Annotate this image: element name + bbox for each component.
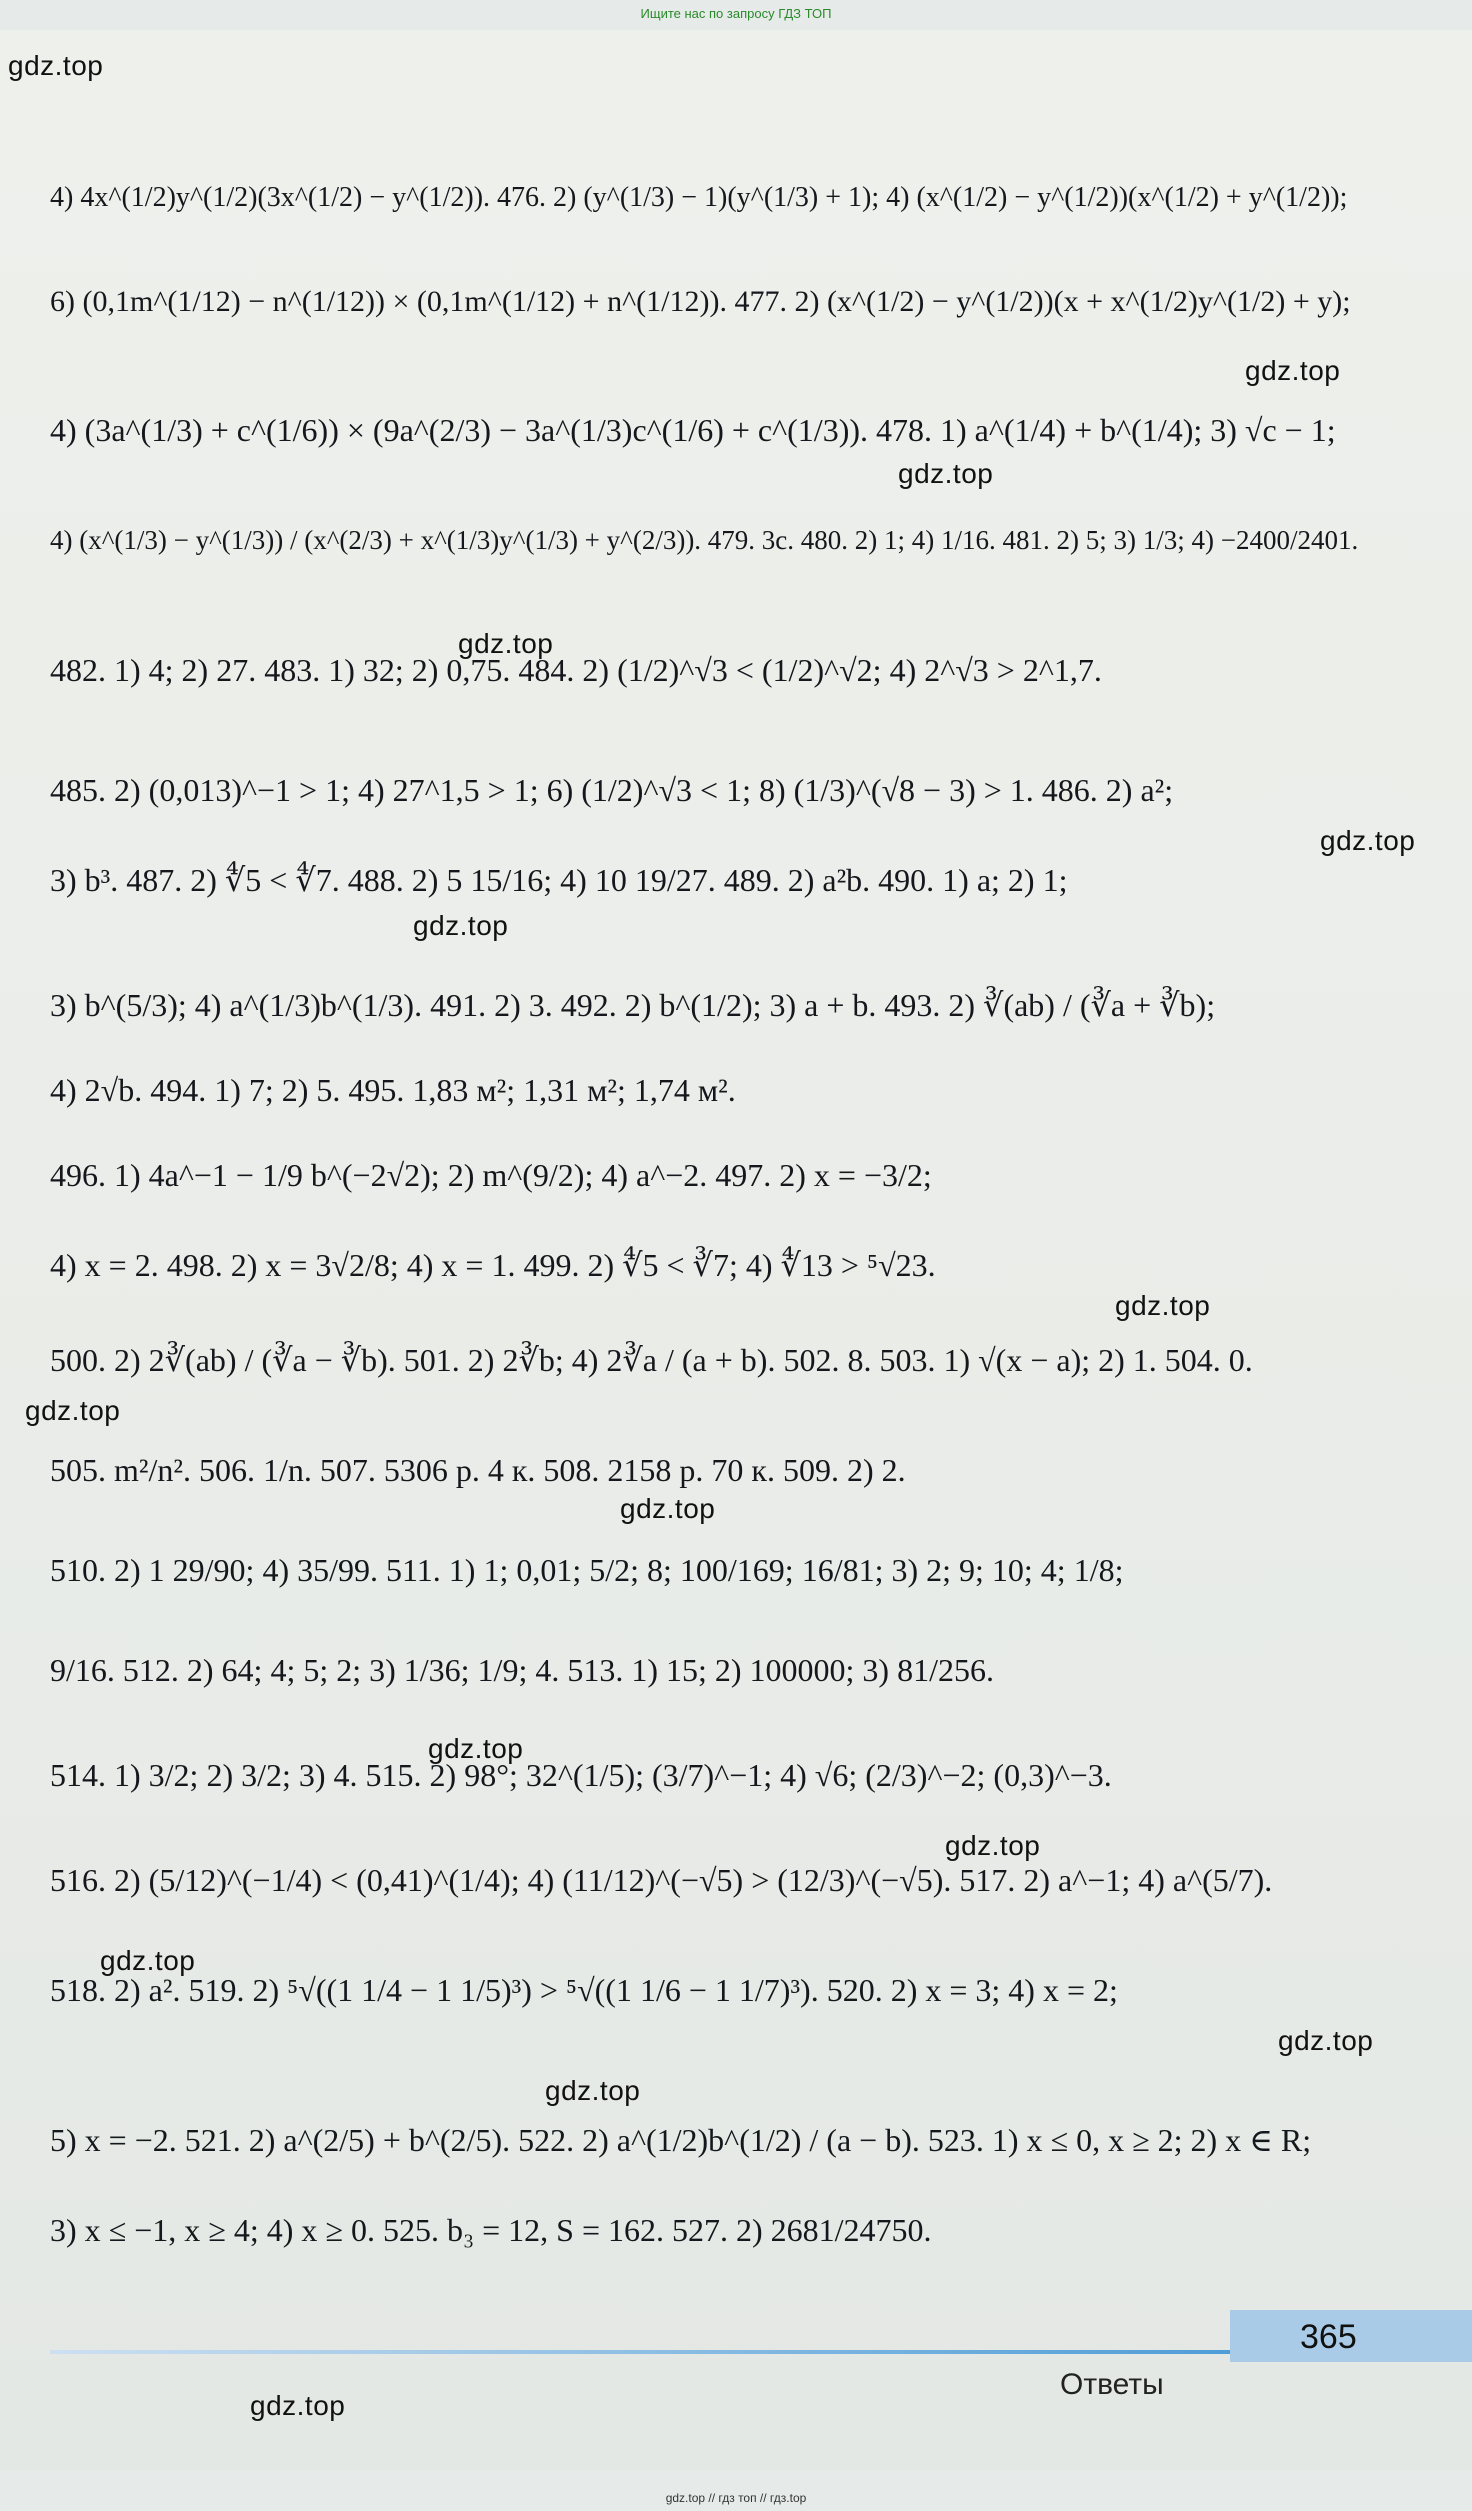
page-number: 365 [1300, 2318, 1357, 2356]
section-title: Ответы [1060, 2368, 1164, 2401]
answer-line: 496. 1) 4a^−1 − 1/9 b^(−2√2); 2) m^(9/2); 4) a^−2. 497. 2) x = −3/2; [50, 1157, 932, 1193]
answer-line: 6) (0,1m^(1/12) − n^(1/12)) × (0,1m^(1/12) + n^(1/12)). 477. 2) (x^(1/2) − y^(1/2))(x + x^(1/2)y^(1/2) + y); [50, 285, 1351, 318]
watermark: gdz.top [945, 1830, 1041, 1861]
watermark: gdz.top [100, 1945, 196, 1976]
watermark: gdz.top [1320, 825, 1416, 856]
answer-line: 485. 2) (0,013)^−1 > 1; 4) 27^1,5 > 1; 6) (1/2)^√3 < 1; 8) (1/3)^(√8 − 3) > 1. 486. 2) a²; [50, 772, 1174, 808]
watermark: gdz.top [620, 1493, 716, 1524]
answer-line: 518. 2) a². 519. 2) ⁵√((1 1/4 − 1 1/5)³) > ⁵√((1 1/6 − 1 1/7)³). 520. 2) x = 3; 4) x = 2; [50, 1972, 1118, 2008]
answer-line: 3) b^(5/3); 4) a^(1/3)b^(1/3). 491. 2) 3. 492. 2) b^(1/2); 3) a + b. 493. 2) ∛(ab) / (∛a + ∛b); [50, 987, 1216, 1023]
answer-line: 482. 1) 4; 2) 27. 483. 1) 32; 2) 0,75. 484. 2) (1/2)^√3 < (1/2)^√2; 4) 2^√3 > 2^1,7. [50, 652, 1102, 688]
watermark: gdz.top [1278, 2025, 1374, 2056]
answer-line: 5) x = −2. 521. 2) a^(2/5) + b^(2/5). 522. 2) a^(1/2)b^(1/2) / (a − b). 523. 1) x ≤ 0, x ≥ 2; 2) x ∈ R; [50, 2122, 1312, 2158]
answer-line: 514. 1) 3/2; 2) 3/2; 3) 4. 515. 2) 98°; 32^(1/5); (3/7)^−1; 4) √6; (2/3)^−2; (0,3)^−3. [50, 1757, 1112, 1793]
watermark: gdz.top [545, 2075, 641, 2106]
watermark: gdz.top [250, 2390, 346, 2421]
answer-line: 510. 2) 1 29/90; 4) 35/99. 511. 1) 1; 0,01; 5/2; 8; 100/169; 16/81; 3) 2; 9; 10; 4; 1/8; [50, 1552, 1124, 1588]
answer-line: 516. 2) (5/12)^(−1/4) < (0,41)^(1/4); 4) (11/12)^(−√5) > (12/3)^(−√5). 517. 2) a^−1; 4) a^(5/7). [50, 1862, 1273, 1898]
answer-line: 4) 2√b. 494. 1) 7; 2) 5. 495. 1,83 м²; 1,31 м²; 1,74 м². [50, 1072, 736, 1108]
answer-line: 500. 2) 2∛(ab) / (∛a − ∛b). 501. 2) 2∛b; 4) 2∛a / (a + b). 502. 8. 503. 1) √(x − a); 2) 1. 504. 0. [50, 1342, 1253, 1378]
answer-line: 4) 4x^(1/2)y^(1/2)(3x^(1/2) − y^(1/2)). 476. 2) (y^(1/3) − 1)(y^(1/3) + 1); 4) (x^(1/2) − y^(1/2))(x^(1/2) + y^(1/2)); [50, 182, 1348, 213]
answer-line: 4) (x^(1/3) − y^(1/3)) / (x^(2/3) + x^(1/3)y^(1/3) + y^(2/3)). 479. 3c. 480. 2) 1; 4) 1/16. 481. 2) 5; 3) 1/3; 4) −2400/2401. [50, 525, 1359, 555]
footer-rule [50, 2350, 1280, 2354]
watermark: gdz.top [25, 1395, 121, 1426]
watermark: gdz.top [1245, 355, 1341, 386]
top-note: Ищите нас по запросу ГДЗ ТОП [640, 6, 832, 21]
answer-line: 9/16. 512. 2) 64; 4; 5; 2; 3) 1/36; 1/9; 4. 513. 1) 15; 2) 100000; 3) 81/256. [50, 1652, 994, 1688]
watermark: gdz.top [458, 628, 554, 659]
watermark: gdz.top [413, 910, 509, 941]
answer-line: 4) x = 2. 498. 2) x = 3√2/8; 4) x = 1. 499. 2) ∜5 < ∛7; 4) ∜13 > ⁵√23. [50, 1247, 936, 1283]
watermark: gdz.top [8, 50, 104, 81]
watermark: gdz.top [428, 1733, 524, 1764]
answer-line: 505. m²/n². 506. 1/n. 507. 5306 р. 4 к. 508. 2158 р. 70 к. 509. 2) 2. [50, 1452, 906, 1488]
watermark: gdz.top [1115, 1290, 1211, 1321]
watermark: gdz.top [898, 458, 994, 489]
answer-line: 3) x ≤ −1, x ≥ 4; 4) x ≥ 0. 525. b₃ = 12, S = 162. 527. 2) 2681/24750. [50, 2212, 932, 2248]
bottom-note: gdz.top // гдз топ // гдз.top [665, 2491, 807, 2505]
answer-line: 3) b³. 487. 2) ∜5 < ∜7. 488. 2) 5 15/16; 4) 10 19/27. 489. 2) a²b. 490. 1) a; 2) 1; [50, 862, 1068, 898]
answer-line: 4) (3a^(1/3) + c^(1/6)) × (9a^(2/3) − 3a^(1/3)c^(1/6) + c^(1/3)). 478. 1) a^(1/4) + b^(1/4); 3) √c − 1; [50, 412, 1336, 448]
